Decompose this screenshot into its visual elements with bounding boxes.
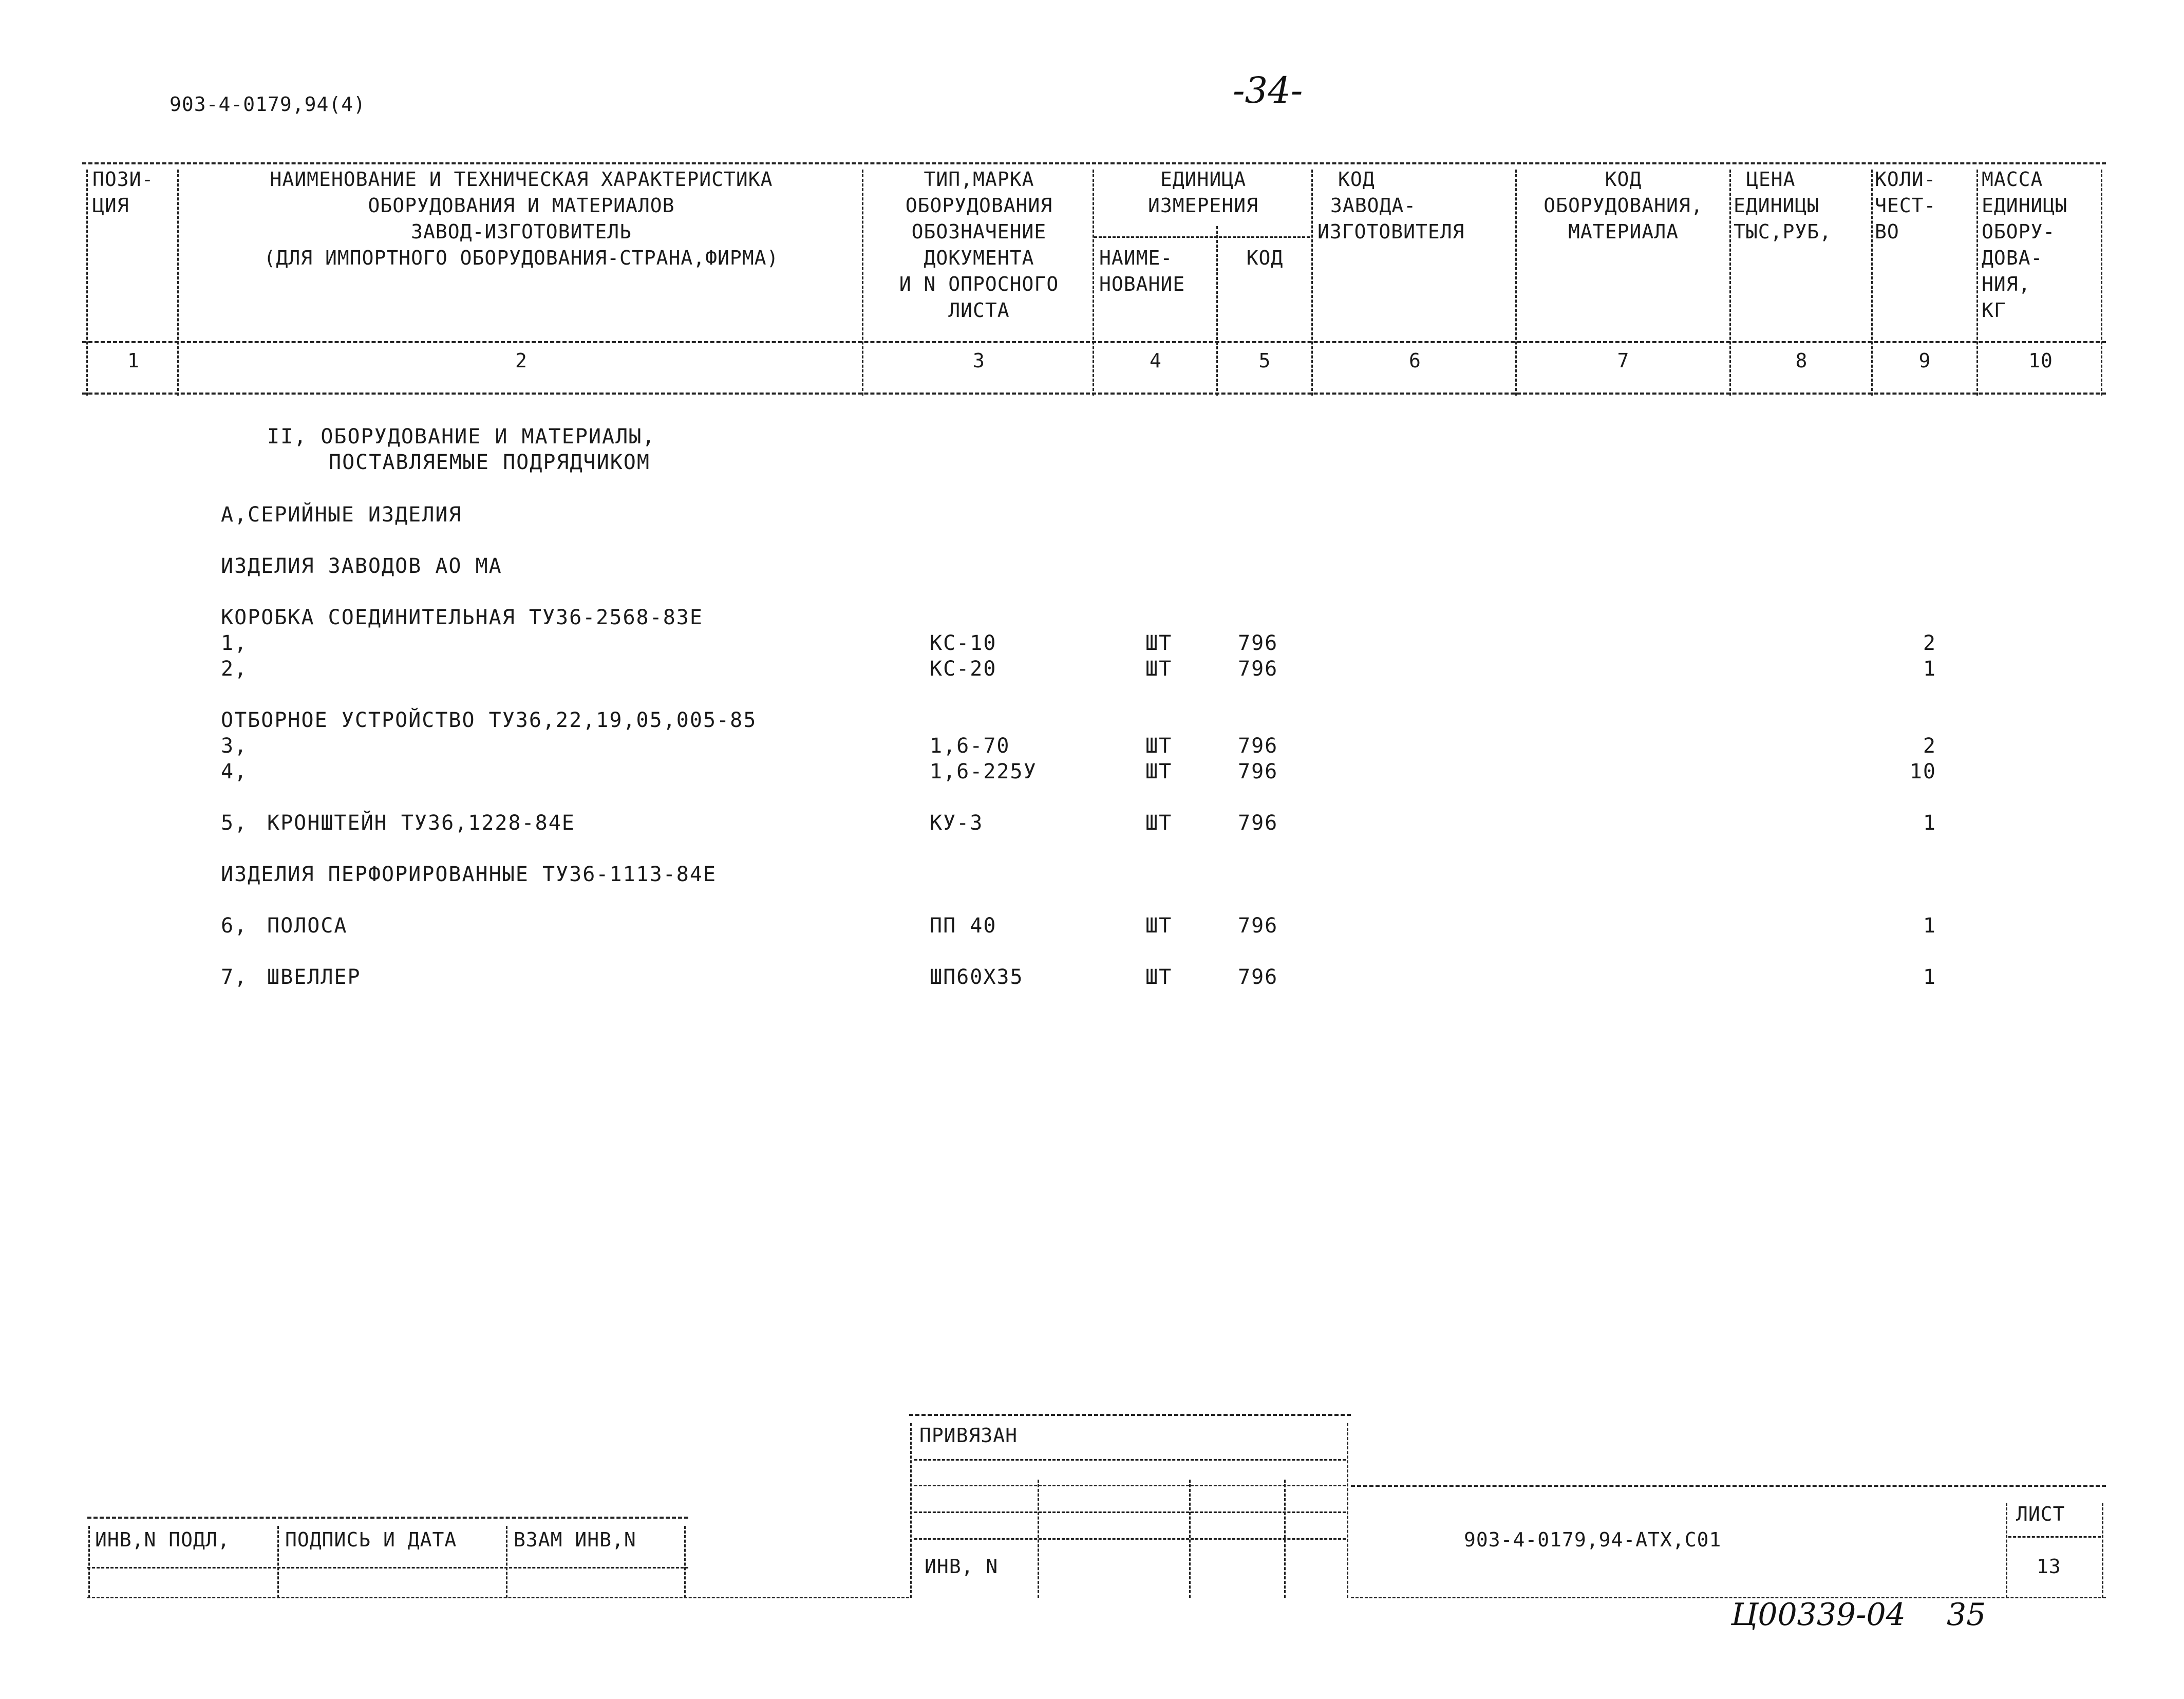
row-unit: ШТ	[1145, 914, 1173, 938]
header-unit-title2: ИЗМЕРЕНИЯ	[1148, 194, 1258, 217]
row-position: 7,	[221, 965, 248, 989]
unit-subrule	[1094, 236, 1310, 238]
rule-top	[82, 162, 2106, 164]
footer-rule	[87, 1567, 688, 1569]
header-col2-line4: (ДЛЯ ИМПОРТНОГО ОБОРУДОВАНИЯ-СТРАНА,ФИРМА)	[263, 247, 779, 269]
col-sep	[277, 1526, 279, 1598]
footer-rule	[909, 1414, 1351, 1416]
col-sep	[1216, 226, 1218, 396]
footer-rule	[87, 1597, 909, 1598]
footer-rule	[914, 1511, 1346, 1513]
privyazan-label: ПРИВЯЗАН	[919, 1424, 1018, 1447]
subsection-title: А,СЕРИЙНЫЕ ИЗДЕЛИЯ	[221, 503, 462, 527]
handwritten-archive-number: Ц00339-04	[1731, 1597, 1906, 1633]
header-col7-line2: ОБОРУДОВАНИЯ,	[1543, 194, 1703, 217]
row-type: КС-20	[930, 657, 997, 681]
row-quantity: 1	[1923, 965, 1936, 989]
col-sep	[1871, 170, 1873, 396]
col-sep	[684, 1526, 686, 1598]
col-sep	[2006, 1503, 2007, 1598]
row-unit-code: 796	[1238, 657, 1278, 681]
col-sep	[1284, 1480, 1286, 1598]
sheet-number: 13	[2037, 1555, 2061, 1578]
row-position: 6,	[221, 914, 248, 938]
row-unit: ШТ	[1145, 657, 1173, 681]
col-sep	[910, 1423, 912, 1598]
row-type: 1,6-70	[930, 734, 1010, 758]
header-col6-line1: КОД	[1338, 168, 1375, 191]
row-type: ШП60Х35	[930, 965, 1024, 989]
row-unit: ШТ	[1145, 760, 1173, 783]
row-quantity: 2	[1923, 734, 1936, 758]
header-col8-line1: ЦЕНА	[1746, 168, 1796, 191]
header-col7-line1: КОД	[1605, 168, 1642, 191]
header-col10-line2: ЕДИНИЦЫ	[1982, 194, 2068, 217]
page-number: -34-	[1233, 69, 1303, 111]
inv-n-label: ИНВ, N	[925, 1555, 999, 1578]
row-unit: ШТ	[1145, 965, 1173, 989]
column-number: 3	[973, 349, 985, 372]
header-col10-line4: ДОВА-	[1982, 247, 2043, 269]
row-unit-code: 796	[1238, 965, 1278, 989]
header-col7-line3: МАТЕРИАЛА	[1568, 220, 1679, 243]
group-title: ИЗДЕЛИЯ ПЕРФОРИРОВАННЫЕ ТУ36-1113-84Е	[221, 863, 717, 886]
col-sep	[86, 170, 88, 396]
section-title-line1: II, ОБОРУДОВАНИЕ И МАТЕРИАЛЫ,	[267, 425, 656, 449]
header-col8-line3: ТЫС,РУБ,	[1734, 220, 1832, 243]
col-sep	[177, 170, 179, 396]
footer-rule	[2008, 1536, 2101, 1538]
header-col2-line3: ЗАВОД-ИЗГОТОВИТЕЛЬ	[411, 220, 632, 243]
header-col10-line5: НИЯ,	[1982, 273, 2031, 295]
footer-rule	[1351, 1597, 2106, 1598]
row-unit-code: 796	[1238, 811, 1278, 835]
row-unit: ШТ	[1145, 734, 1173, 758]
row-unit-code: 796	[1238, 914, 1278, 938]
column-number: 4	[1150, 349, 1162, 372]
header-col9-line1: КОЛИ-	[1875, 168, 1936, 191]
row-name: ПОЛОСА	[267, 914, 348, 938]
handwritten-sheet-number: 35	[1947, 1597, 1986, 1633]
column-number: 5	[1258, 349, 1271, 372]
row-quantity: 10	[1909, 760, 1936, 783]
row-position: 5,	[221, 811, 248, 835]
col-sep	[1347, 1423, 1348, 1598]
row-quantity: 2	[1923, 631, 1936, 655]
row-position: 4,	[221, 760, 248, 783]
header-col10-line6: КГ	[1982, 299, 2006, 322]
header-col3-line2: ОБОРУДОВАНИЯ	[905, 194, 1053, 217]
col-sep	[2102, 1503, 2103, 1598]
column-number: 7	[1617, 349, 1630, 372]
header-col3-line5: И N ОПРОСНОГО	[899, 273, 1059, 295]
footer-rule	[914, 1485, 1346, 1486]
col-sep	[506, 1526, 507, 1598]
section-title-line2: ПОСТАВЛЯЕМЫЕ ПОДРЯДЧИКОМ	[329, 451, 650, 474]
document-code-top: 903-4-0179,94(4)	[170, 93, 366, 116]
header-col1-line1: ПОЗИ-	[92, 168, 154, 191]
header-col3-line4: ДОКУМЕНТА	[924, 247, 1034, 269]
col-sep	[2101, 170, 2102, 396]
header-unit-title1: ЕДИНИЦА	[1160, 168, 1247, 191]
row-unit-code: 796	[1238, 734, 1278, 758]
header-col6-line2: ЗАВОДА-	[1330, 194, 1417, 217]
row-type: КУ-3	[930, 811, 984, 835]
row-unit-code: 796	[1238, 631, 1278, 655]
col-sep	[1093, 170, 1094, 396]
row-position: 1,	[221, 631, 248, 655]
header-col5-line1: КОД	[1246, 247, 1284, 269]
row-unit-code: 796	[1238, 760, 1278, 783]
col-sep	[1311, 170, 1313, 396]
header-col3-line1: ТИП,МАРКА	[924, 168, 1034, 191]
header-col9-line2: ЧЕСТ-	[1875, 194, 1936, 217]
footer-rule	[914, 1459, 1346, 1461]
row-type: ПП 40	[930, 914, 997, 938]
header-col4-line2: НОВАНИЕ	[1099, 273, 1185, 295]
row-unit: ШТ	[1145, 631, 1173, 655]
row-type: 1,6-225У	[930, 760, 1037, 783]
header-col10-line3: ОБОРУ-	[1982, 220, 2056, 243]
col-sep	[88, 1526, 90, 1598]
header-col6-line3: ИЗГОТОВИТЕЛЯ	[1317, 220, 1465, 243]
row-name: КРОНШТЕЙН ТУ36,1228-84Е	[267, 811, 575, 835]
column-number: 9	[1918, 349, 1931, 372]
row-position: 3,	[221, 734, 248, 758]
footer-rule	[914, 1538, 1346, 1540]
header-col3-line3: ОБОЗНАЧЕНИЕ	[911, 220, 1047, 243]
sign-date-label: ПОДПИСЬ И ДАТА	[285, 1528, 457, 1551]
row-quantity: 1	[1923, 811, 1936, 835]
column-number: 6	[1409, 349, 1421, 372]
footer-rule	[87, 1517, 688, 1519]
header-col3-line6: ЛИСТА	[948, 299, 1010, 322]
group-title: ОТБОРНОЕ УСТРОЙСТВО ТУ36,22,19,05,005-85	[221, 708, 757, 732]
header-col9-line3: ВО	[1875, 220, 1899, 243]
footer-rule	[1351, 1485, 2106, 1487]
sheet-label: ЛИСТ	[2016, 1503, 2065, 1525]
column-number: 10	[2028, 349, 2053, 372]
column-number: 8	[1795, 349, 1808, 372]
col-sep	[1976, 170, 1978, 396]
row-quantity: 1	[1923, 914, 1936, 938]
row-position: 2,	[221, 657, 248, 681]
group-title: КОРОБКА СОЕДИНИТЕЛЬНАЯ ТУ36-2568-83Е	[221, 606, 703, 629]
header-col2-line1: НАИМЕНОВАНИЕ И ТЕХНИЧЕСКАЯ ХАРАКТЕРИСТИКА	[270, 168, 773, 191]
row-unit: ШТ	[1145, 811, 1173, 835]
row-quantity: 1	[1923, 657, 1936, 681]
header-col2-line2: ОБОРУДОВАНИЯ И МАТЕРИАЛОВ	[368, 194, 675, 217]
col-sep	[1729, 170, 1731, 396]
header-col8-line2: ЕДИНИЦЫ	[1734, 194, 1820, 217]
rule-mid	[82, 341, 2106, 343]
inv-podl-label: ИНВ,N ПОДЛ,	[95, 1528, 230, 1551]
col-sep	[1038, 1480, 1039, 1598]
document-code: 903-4-0179,94-АТХ,С01	[1464, 1528, 1722, 1551]
group-title: ИЗДЕЛИЯ ЗАВОДОВ АО МА	[221, 554, 502, 578]
row-name: ШВЕЛЛЕР	[267, 965, 361, 989]
header-col10-line1: МАССА	[1982, 168, 2043, 191]
header-col4-line1: НАИМЕ-	[1099, 247, 1173, 269]
column-number: 2	[515, 349, 528, 372]
column-number: 1	[127, 349, 140, 372]
col-sep	[862, 170, 863, 396]
vzam-inv-label: ВЗАМ ИНВ,N	[514, 1528, 636, 1551]
header-col1-line2: ЦИЯ	[92, 194, 129, 217]
col-sep	[1515, 170, 1517, 396]
rule-bottom	[82, 393, 2106, 395]
row-type: КС-10	[930, 631, 997, 655]
col-sep	[1189, 1480, 1191, 1598]
